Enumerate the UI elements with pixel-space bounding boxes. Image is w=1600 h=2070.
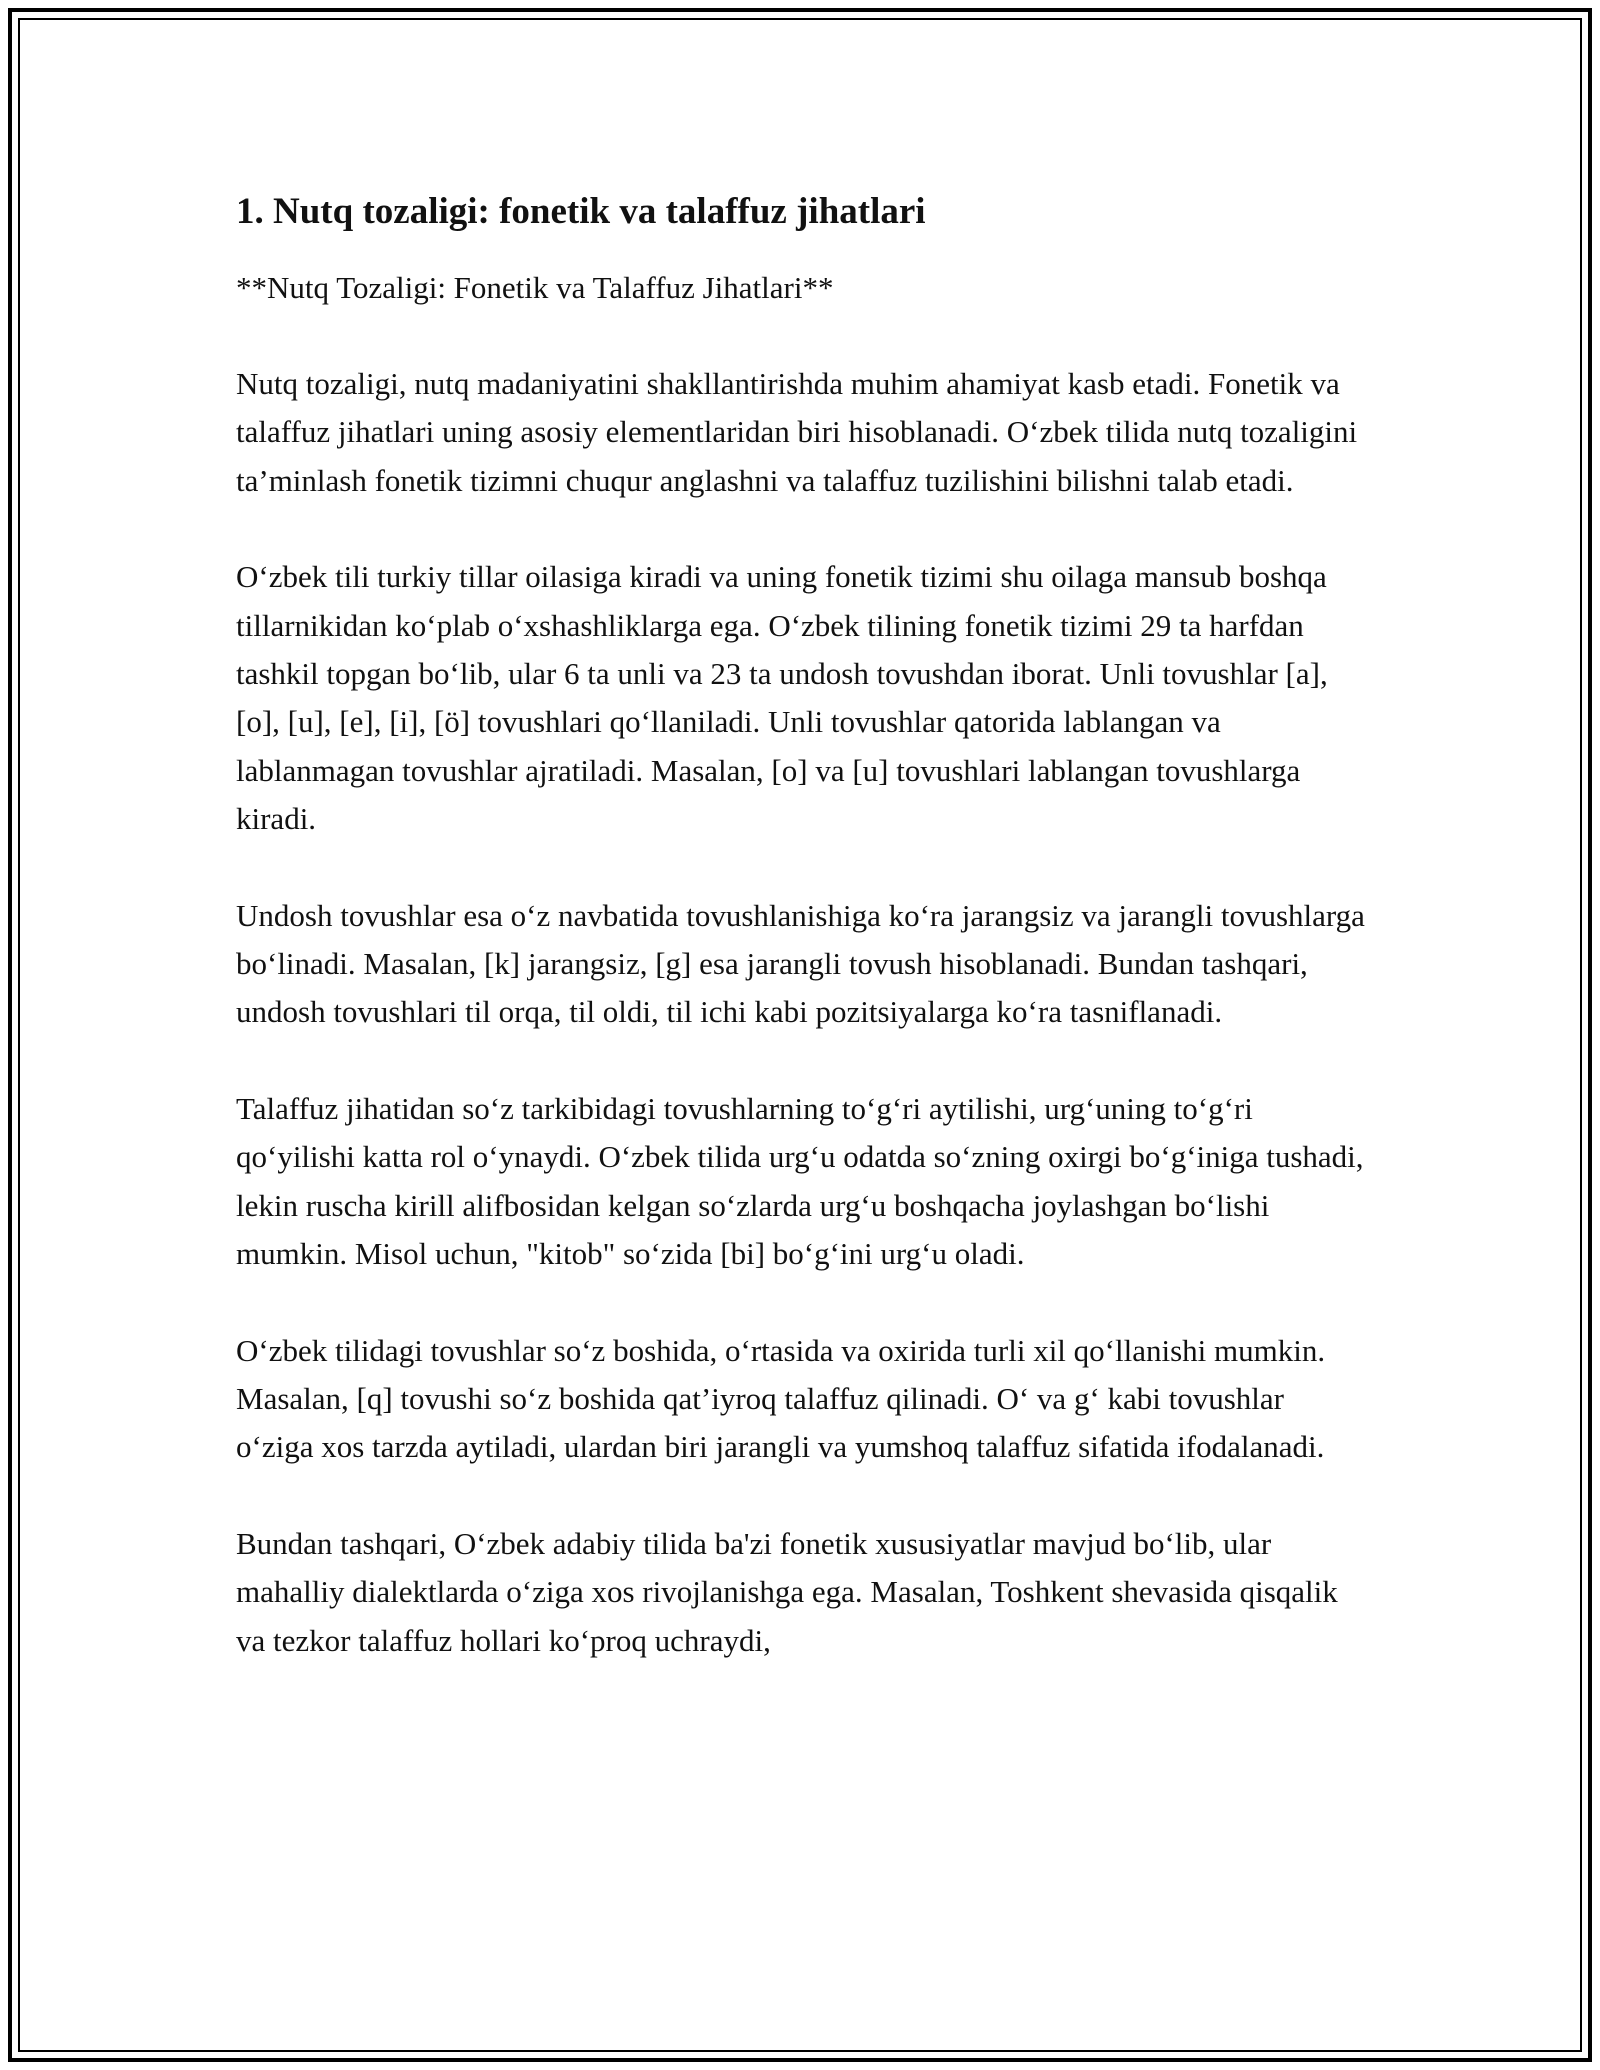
paragraph-5: O‘zbek tilidagi tovushlar so‘z boshida, o‘rtasida va oxirida turli xil qo‘llanishi mumkin. Masalan, [q] tovushi so‘z boshida qat’iyroq talaffuz qilinadi. O‘ va g‘ kabi tovushlar o‘ziga xos tarzda aytiladi, ulardan biri jarangli va yumshoq talaffuz sifatida ifodalanadi. [236, 1332, 1326, 1465]
section-heading: 1. Nutq tozaligi: fonetik va talaffuz jihatlari [236, 191, 926, 232]
paragraph-4: Talaffuz jihatidan so‘z tarkibidagi tovushlarning to‘g‘ri aytilishi, urg‘uning to‘g‘ri qo‘yilishi katta rol o‘ynaydi. O‘zbek tilida urg‘u odatda so‘zning oxirgi bo‘g‘iniga tushadi, lekin ruscha kirill alifbosidan kelgan so‘zlarda urg‘u boshqacha joylashgan bo‘lishi mumkin. Misol uchun, "kitob" so‘zida [bi] bo‘g‘ini urg‘u oladi. [236, 1090, 1364, 1272]
paragraph-3: Undosh tovushlar esa o‘z navbatida tovushlanishiga ko‘ra jarangsiz va jarangli tovushlarga bo‘linadi. Masalan, [k] jarangsiz, [g] esa jarangli tovush hisoblanadi. Bundan tashqari, undosh tovushlari til orqa, til oldi, til ichi kabi pozitsiyalarga ko‘ra tasniflanadi. [236, 897, 1365, 1030]
document-body [236, 188, 1366, 1713]
paragraph-2: O‘zbek tili turkiy tillar oilasiga kiradi va uning fonetik tizimi shu oilaga mansub boshqa tillarnikidan ko‘plab o‘xshashliklarga ega. O‘zbek tilining fonetik tizimi 29 ta harfdan tashkil topgan bo‘lib, ular 6 ta unli va 23 ta undosh tovushdan iborat. Unli tovushlar [a], [o], [u], [e], [i], [ö] tovushlari qo‘llaniladi. Unli tovushlar qatorida lablangan va lablanmagan tovushlar ajratiladi. Masalan, [o] va [u] tovushlari lablangan tovushlarga kiradi. [236, 559, 1328, 837]
section-subheading: **Nutq Tozaligi: Fonetik va Talaffuz Jihatlari** [236, 270, 834, 305]
paragraph-6: Bundan tashqari, O‘zbek adabiy tilida ba'zi fonetik xususiyatlar mavjud bo‘lib, ular mahalliy dialektlarda o‘ziga xos rivojlanishga ega. Masalan, Toshkent shevasida qisqalik va tezkor talaffuz hollari ko‘proq uchraydi, [236, 1525, 1338, 1658]
paragraph-1: Nutq tozaligi, nutq madaniyatini shakllantirishda muhim ahamiyat kasb etadi. Fonetik va talaffuz jihatlari uning asosiy elementlaridan biri hisoblanadi. O‘zbek tilida nutq tozaligini ta’minlash fonetik tizimni chuqur anglashni va talaffuz tuzilishini bilishni talab etadi. [236, 366, 1358, 498]
